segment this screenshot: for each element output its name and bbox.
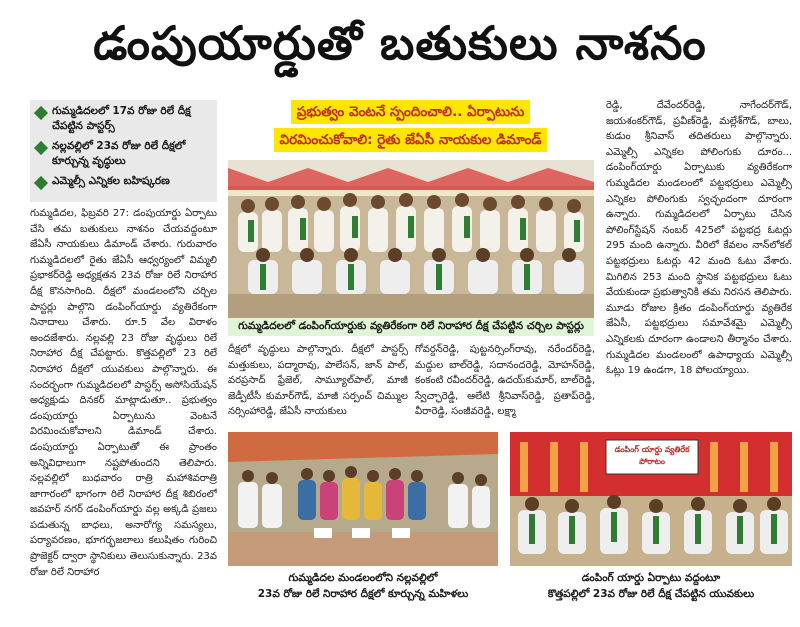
article-column-left: గుమ్మడిదల, ఫిబ్రవరి 27: డంపుయార్డు ఏర్పాటు చేసి తమ బతుకులు నాశనం చేయవద్దంటూ జేఏసీ నాయకులు డిమాండ్ చేశారు. గురువారం గుమ్మడిదలలో రైతు జేఏసీ ఆధ్వర్యంలో విమ్మలి ప్రభాకర్‌రెడ్డి అధ్యక్షతన 23వ రోజు రిలే నిరాహార దీక్ష కొనసాగింది. దీక్షలో మండలంలోని చర్చిల పాస్టర్లు పాల్గొని డంపింగ్‌యార్డు వ్యతిరేకంగా నినాదాలు చేశారు. రూ.5 వేల విరాళం అందజేశారు. నల్లవల్లి 23 రోజు వృద్ధులు రిలే నిరాహార దీక్ష చేపట్టారు. కొత్తపల్లిలో 23 రిలే నిరాహార దీక్షలో యువకులు పాల్గొన్నారు. ఈ సందర్భంగా గుమ్మడిదలలో పాస్టర్స్ అసోసియేషన్ అధ్యక్షుడు దినకర్ మాట్లాడుతూ.. ప్రభుత్వం డంపుయార్డు ఏర్పాటును వెంటనే విరమించుకోవాలని డిమాండ్ చేశారు. డంపుయార్డు ఏర్పాటుతో ఈ ప్రాంతం అన్నివిధాలుగా నష్టపోతుందని తెలిపారు. నల్లవల్లిలో బుధవారం రాత్రి మహాశివరాత్రి జాగారంలో భాగంగా రిలే నిరాహార దీక్ష శిబిరంలో జవహర్ నగర్ డంపింగ్‌యార్డు వల్ల అక్కడి ప్రజలు పడుతున్న బాధలు, అనారోగ్య సమస్యలు, పర్యావరణం, భూగర్భజలాలు కలుషితం గురించి ప్రొజెక్టర్ ద్వారా స్థానికులు తెలుసుకున్నారు. 23వ రోజు రిలే నిరాహార [30, 208, 217, 578]
caption-women [228, 570, 498, 606]
subhead-line-1: ప్రభుత్వం వెంటనే స్పందించాలి.. ఏర్పాటును [291, 100, 531, 124]
subheadline [228, 100, 593, 158]
protest-banner: డంపింగ్ యార్డు వ్యతిరేక పోరాటం [614, 445, 690, 466]
photo-pastors-protest [228, 160, 594, 318]
bullet-icon [34, 106, 48, 120]
sidebar-item-text: నల్లవల్లిలో 23వ రోజు రిలే దీక్షలో కూర్చున్న వృద్ధులు [52, 140, 186, 167]
photo-women-protest [228, 432, 498, 566]
caption-pastors: గుమ్మడిదలలో డంపింగ్‌యార్డుకు వ్యతిరేకంగా రిలే నిరాహార దీక్ష చేపట్టిన చర్చిల పాస్టర్లు [228, 318, 594, 336]
subhead-line-2: విరమించుకోవాలి: రైతు జేఏసీ నాయకుల డిమాండ్ [274, 128, 548, 152]
caption-women-line-1: గుమ్మడిదల మండలంలోని నల్లవల్లిలో [288, 572, 438, 584]
article-column-middle: దీక్షలో వృద్ధులు పాల్గొన్నారు. దీక్షలో పాస్టర్స్ మత్తుకులు, పద్మారావు, పాలేసన్, జాన్ పాల్, వరప్రసాద్ ఫ్రేజెల్, సామ్యూల్‌పాల్, మాజీ జెడ్పీటీసీ కుమార్‌గౌడ్, మాజీ సర్పంచ్ చిమ్ముల నర్సింహారెడ్డి, జేఏసీ నాయకులు [228, 344, 408, 418]
sidebar-item-text: ఎమ్మెల్సీ ఎన్నికల బహిష్కరణ [52, 175, 170, 187]
caption-youth [510, 570, 792, 606]
article-column-right: రెడ్డి, దేవేందర్‌రెడ్డి, నాగేందర్‌గౌడ్, జయశంకర్‌గౌడ్, ప్రవీణ్‌రెడ్డి, మల్లేశ్‌గౌడ్, బాలు, కుడుం శ్రీనివాస్ తదితరులు పాల్గొన్నారు. ఎమ్మెల్సీ ఎన్నికల పోలింగుకు దూరం... డంపింగ్‌యార్డు ఏర్పాటుకు వ్యతిరేకంగా గుమ్మడిదల మండలంలో పట్టభద్రులు ఎమ్మెల్సీ ఎన్నికల పోలింగుకు స్వచ్ఛందంగా దూరంగా ఉన్నారు. గుమ్మడిదలలో ఏర్పాటు చేసిన పోలింగ్‌స్టేషన్ నంబర్ 425లో పట్టభద్ర ఓటర్లు 295 మంది ఉన్నారు. వీరిలో కేవలం నాన్‌లోకల్ పట్టభద్రులు ఓటర్లు 42 మంది ఓటు వేశారు. మిగిలిన 253 మంది స్థానిక పట్టభద్రులు ఓటు వేయకుండా ప్రభుత్వానికి తమ నిరసన తెలిపారు. మూడు రోజుల క్రితం డంపింగ్‌యార్డు వ్యతిరేక జేఏసీ, పట్టభద్రులు సమావేశమై ఎమ్మెల్సీ ఎన్నికలకు దూరంగా ఉండాలని తీర్మానం చేశారు. గుమ్మడిదల మండలంలో ఉపాధ్యాయ ఎమ్మెల్సీ ఓట్లు 19 ఉండగా, 18 పోలయ్యాయి. [606, 100, 792, 377]
sidebar-item [36, 104, 211, 134]
bullet-icon [34, 141, 48, 155]
photo-youth-protest [510, 432, 792, 566]
sidebar-item [36, 174, 211, 189]
headline: డంపుయార్డుతో బతుకులు నాశనం [93, 16, 707, 70]
bullet-icon [34, 176, 48, 190]
sidebar-highlights [30, 100, 217, 202]
caption-youth-line-2: కొత్తపల్లిలో 23వ రోజు రిలే దీక్ష చేపట్టిన యువకులు [547, 588, 755, 600]
sidebar-item [36, 139, 211, 169]
article-column-middle-2: గోవర్దన్‌రెడ్డి, పుట్టనర్సింగ్‌రావు, నరేందర్‌రెడ్డి, మద్దుల బాల్‌రెడ్డి, సదానందరెడ్డి, మోహన్‌రెడ్డి, కంకంటి రవీందర్‌రెడ్డి, ఉదయ్‌కుమార్, బాల్‌రెడ్డి, స్వేచ్ఛారెడ్డి, ఆలేటి శ్రీనివాస్‌రెడ్డి, ప్రతాప్‌రెడ్డి, వీరారెడ్డి, సంజీవరెడ్డి, లక్ష్మా [415, 344, 595, 418]
caption-women-line-2: 23వ రోజు రిలే నిరాహార దీక్షలో కూర్చున్న మహిళలు [257, 588, 469, 600]
caption-youth-line-1: డంపింగ్ యార్డు ఏర్పాటు వద్దంటూ [581, 572, 721, 584]
sidebar-item-text: గుమ్మడిదలలో 17వ రోజు రిలే దీక్ష చేపట్టిన పాస్టర్స్ [52, 105, 191, 132]
